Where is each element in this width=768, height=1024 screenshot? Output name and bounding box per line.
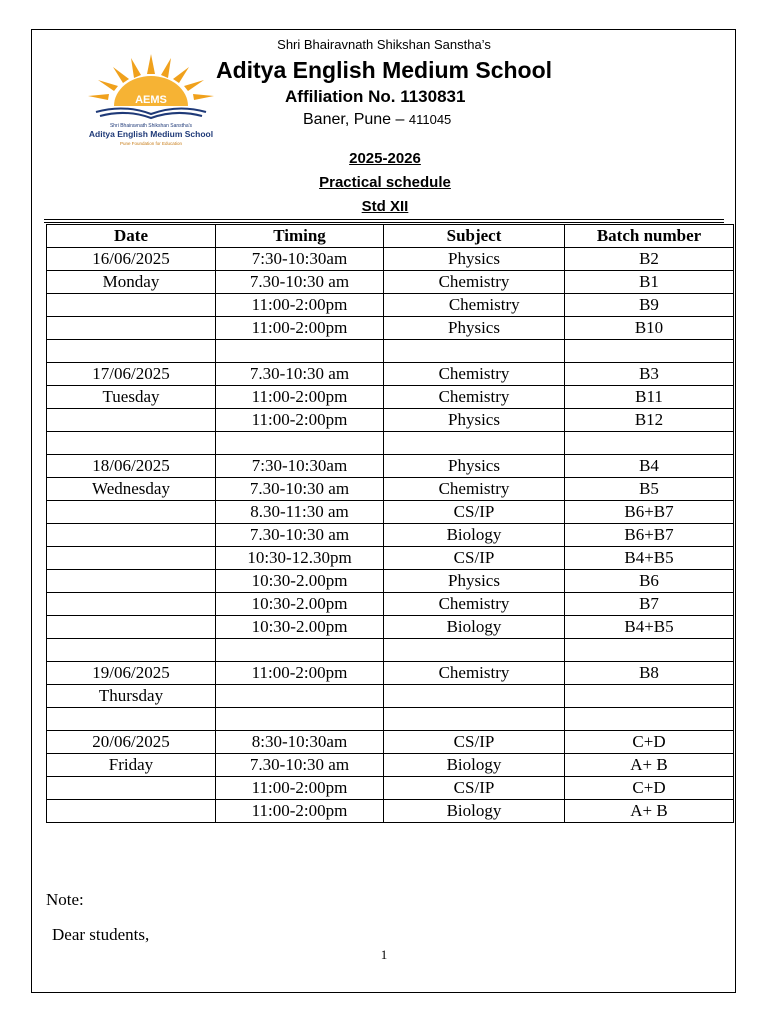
timing-cell: 10:30-2.00pm — [216, 570, 384, 593]
date-cell — [47, 547, 216, 570]
date-cell: 18/06/2025 — [47, 455, 216, 478]
table-row — [47, 754, 734, 777]
timing-cell: 7.30-10:30 am — [216, 478, 384, 501]
table-row — [47, 616, 734, 639]
date-cell — [47, 340, 216, 363]
timing-cell: 11:00-2:00pm — [216, 800, 384, 823]
column-header-timing: Timing — [216, 225, 384, 248]
logo-line-2: Aditya English Medium School — [88, 129, 214, 139]
subject-cell: Chemistry — [384, 593, 565, 616]
table-body — [47, 248, 734, 823]
date-cell — [47, 432, 216, 455]
subject-cell — [384, 708, 565, 731]
subject-cell: CS/IP — [384, 501, 565, 524]
timing-cell: 7.30-10:30 am — [216, 754, 384, 777]
batch-cell — [565, 340, 734, 363]
header-rule-bottom — [44, 222, 724, 223]
date-cell — [47, 800, 216, 823]
subject-cell: Chemistry — [384, 363, 565, 386]
table-row — [47, 570, 734, 593]
subject-cell: Biology — [384, 616, 565, 639]
timing-cell: 7.30-10:30 am — [216, 524, 384, 547]
logo-line-1: Shri Bhairavnath Shikshan Sanstha's — [109, 123, 193, 129]
date-cell — [47, 524, 216, 547]
batch-cell: B11 — [565, 386, 734, 409]
table-row — [47, 340, 734, 363]
header-rule-top — [44, 219, 724, 220]
document-title: Practical schedule — [319, 174, 451, 191]
date-cell: Tuesday — [47, 386, 216, 409]
timing-cell — [216, 432, 384, 455]
timing-cell: 7:30-10:30am — [216, 455, 384, 478]
date-cell: Wednesday — [47, 478, 216, 501]
open-book-icon — [96, 108, 206, 118]
table-row — [47, 478, 734, 501]
date-cell — [47, 777, 216, 800]
subject-cell: Biology — [384, 800, 565, 823]
affiliation-number: Affiliation No. 1130831 — [285, 87, 466, 106]
batch-cell: B10 — [565, 317, 734, 340]
timing-cell: 8:30-10:30am — [216, 731, 384, 754]
batch-cell: B4+B5 — [565, 616, 734, 639]
date-cell: Friday — [47, 754, 216, 777]
table-row — [47, 708, 734, 731]
subject-cell: CS/IP — [384, 731, 565, 754]
logo-monogram: AEMS — [135, 94, 167, 106]
batch-cell: B12 — [565, 409, 734, 432]
timing-cell: 7.30-10:30 am — [216, 363, 384, 386]
school-address — [303, 111, 451, 129]
subject-cell: Physics — [384, 455, 565, 478]
timing-cell: 10:30-12.30pm — [216, 547, 384, 570]
batch-cell: B6+B7 — [565, 501, 734, 524]
subject-cell — [384, 639, 565, 662]
subject-cell: Biology — [384, 754, 565, 777]
batch-cell: C+D — [565, 777, 734, 800]
date-cell — [47, 593, 216, 616]
greeting-text: Dear students, — [52, 925, 150, 944]
date-cell — [47, 616, 216, 639]
column-header-subject: Subject — [384, 225, 565, 248]
table-row — [47, 685, 734, 708]
table-row — [47, 524, 734, 547]
academic-year: 2025-2026 — [349, 150, 421, 167]
standard-label: Std XII — [361, 198, 409, 215]
batch-cell: B7 — [565, 593, 734, 616]
table-row — [47, 777, 734, 800]
practical-schedule-table — [46, 224, 734, 823]
subject-cell: Physics — [384, 409, 565, 432]
batch-cell — [565, 685, 734, 708]
table-row — [47, 294, 734, 317]
subject-cell: Physics — [384, 570, 565, 593]
table-row — [47, 386, 734, 409]
batch-cell: A+ B — [565, 800, 734, 823]
table-header-row — [47, 225, 734, 248]
batch-cell — [565, 708, 734, 731]
batch-cell: B8 — [565, 662, 734, 685]
date-cell: Thursday — [47, 685, 216, 708]
date-cell: 20/06/2025 — [47, 731, 216, 754]
subject-cell: Chemistry — [384, 662, 565, 685]
date-cell: Monday — [47, 271, 216, 294]
date-cell: 19/06/2025 — [47, 662, 216, 685]
logo-line-3: Pune Foundation for Education — [119, 141, 183, 146]
batch-cell: B1 — [565, 271, 734, 294]
timing-cell: 11:00-2:00pm — [216, 294, 384, 317]
timing-cell — [216, 340, 384, 363]
timing-cell: 11:00-2:00pm — [216, 777, 384, 800]
date-cell: 17/06/2025 — [47, 363, 216, 386]
timing-cell: 11:00-2:00pm — [216, 386, 384, 409]
timing-cell — [216, 708, 384, 731]
page-number: 1 — [380, 947, 388, 962]
column-header-batch: Batch number — [565, 225, 734, 248]
table-row — [47, 501, 734, 524]
subject-cell: CS/IP — [384, 547, 565, 570]
subject-cell: Physics — [384, 248, 565, 271]
subject-cell: Chemistry — [384, 271, 565, 294]
subject-cell: Chemistry — [384, 386, 565, 409]
subject-cell: Physics — [384, 317, 565, 340]
address-text: Baner, Pune – — [303, 111, 409, 128]
pincode: 411045 — [408, 112, 452, 127]
timing-cell: 11:00-2:00pm — [216, 317, 384, 340]
date-cell — [47, 708, 216, 731]
table-row — [47, 271, 734, 294]
subject-cell: Biology — [384, 524, 565, 547]
batch-cell: A+ B — [565, 754, 734, 777]
table-row — [47, 639, 734, 662]
table-row — [47, 248, 734, 271]
timing-cell — [216, 639, 384, 662]
batch-cell: B6+B7 — [565, 524, 734, 547]
timing-cell: 10:30-2.00pm — [216, 616, 384, 639]
date-cell — [47, 294, 216, 317]
timing-cell: 11:00-2:00pm — [216, 409, 384, 432]
timing-cell: 7.30-10:30 am — [216, 271, 384, 294]
table-row — [47, 662, 734, 685]
date-cell — [47, 501, 216, 524]
subject-cell — [384, 432, 565, 455]
subject-cell: Chemistry — [384, 294, 565, 317]
subject-cell — [384, 340, 565, 363]
timing-cell: 10:30-2.00pm — [216, 593, 384, 616]
date-cell: 16/06/2025 — [47, 248, 216, 271]
batch-cell: B4 — [565, 455, 734, 478]
timing-cell: 11:00-2:00pm — [216, 662, 384, 685]
batch-cell: B5 — [565, 478, 734, 501]
batch-cell: B2 — [565, 248, 734, 271]
table-row — [47, 363, 734, 386]
batch-cell: B6 — [565, 570, 734, 593]
batch-cell — [565, 432, 734, 455]
table-row — [47, 317, 734, 340]
table-row — [47, 593, 734, 616]
table-row — [47, 455, 734, 478]
timing-cell: 7:30-10:30am — [216, 248, 384, 271]
society-name: Shri Bhairavnath Shikshan Sanstha’s — [277, 37, 491, 52]
table-row — [47, 800, 734, 823]
column-header-date: Date — [47, 225, 216, 248]
batch-cell: B3 — [565, 363, 734, 386]
date-cell — [47, 317, 216, 340]
table-row — [47, 731, 734, 754]
table-row — [47, 409, 734, 432]
note-label: Note: — [46, 890, 84, 909]
batch-cell: B4+B5 — [565, 547, 734, 570]
date-cell — [47, 409, 216, 432]
timing-cell: 8.30-11:30 am — [216, 501, 384, 524]
table-row — [47, 547, 734, 570]
date-cell — [47, 639, 216, 662]
date-cell — [47, 570, 216, 593]
subject-cell — [384, 685, 565, 708]
school-name: Aditya English Medium School — [215, 57, 553, 83]
batch-cell — [565, 639, 734, 662]
table-row — [47, 432, 734, 455]
timing-cell — [216, 685, 384, 708]
subject-cell: CS/IP — [384, 777, 565, 800]
batch-cell: B9 — [565, 294, 734, 317]
subject-cell: Chemistry — [384, 478, 565, 501]
batch-cell: C+D — [565, 731, 734, 754]
